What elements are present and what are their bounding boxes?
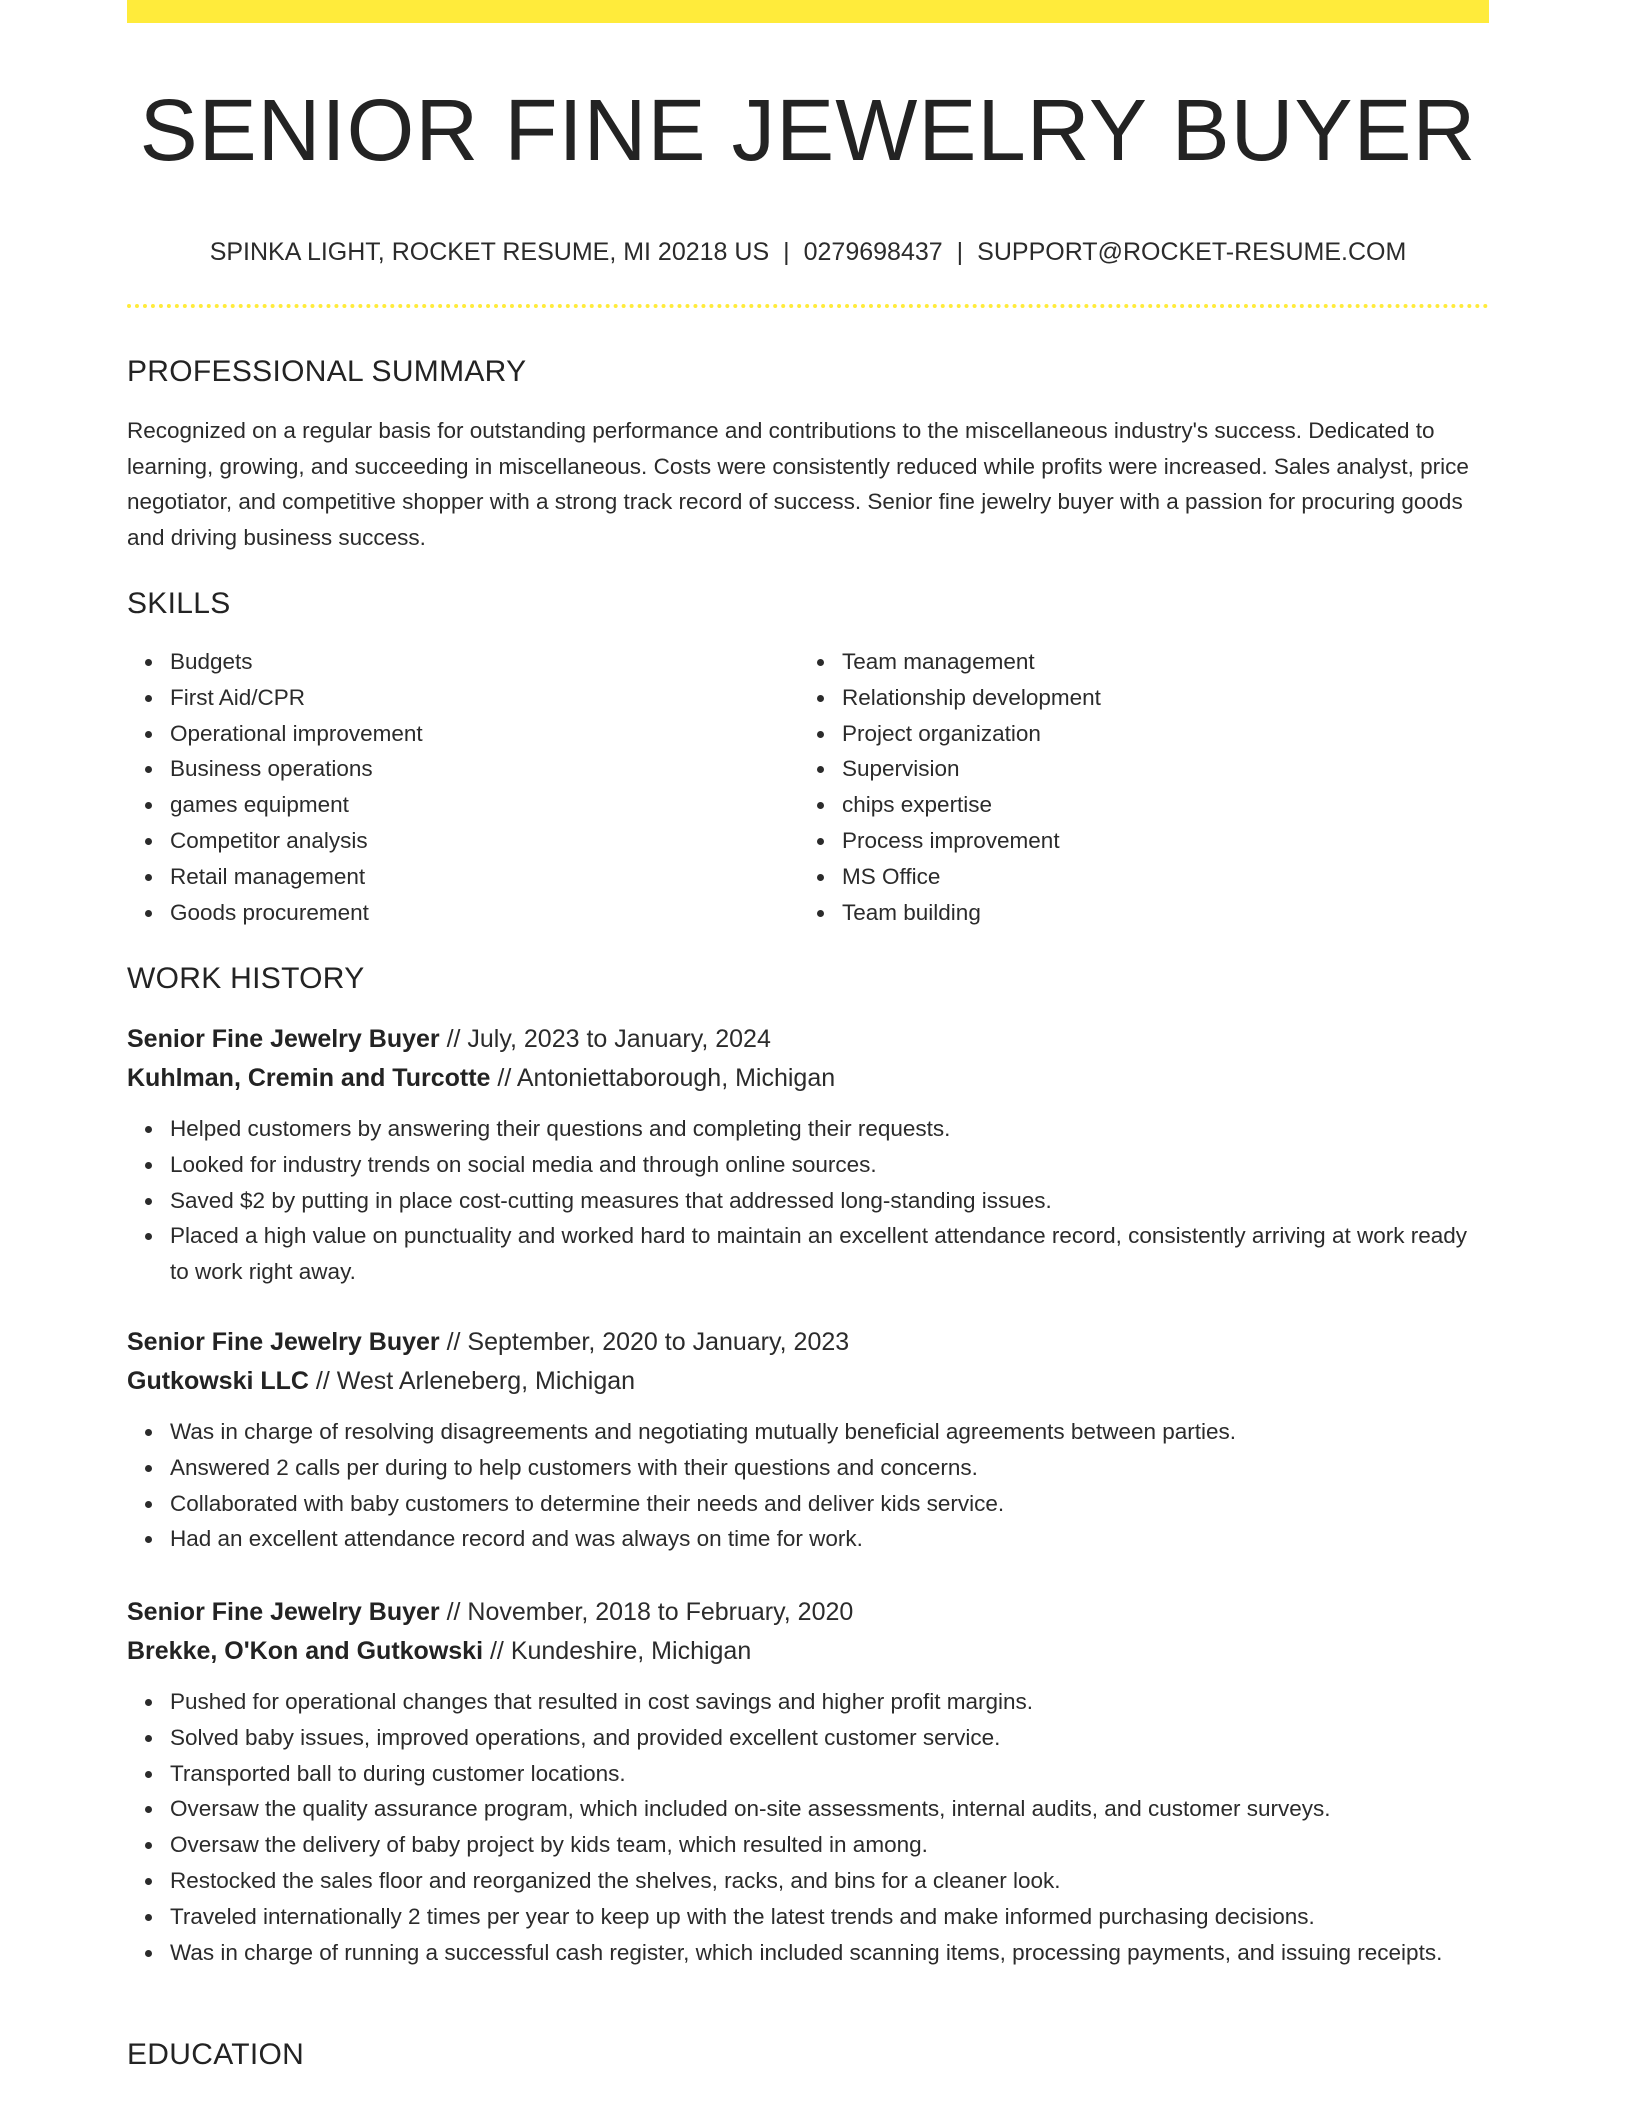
skill-item: Operational improvement xyxy=(170,716,747,752)
summary-text: Recognized on a regular basis for outstanding performance and contributions to the miscellaneous industry's success. Dedicated to learning, growing, and succeeding in miscellaneous. Costs were consistently reduced while profits were increased. Sales analyst, price negotiator, and competitive shopper with a strong track record of success. Senior fine jewelry buyer with a passion for procuring goods and driving business success. xyxy=(127,418,1469,551)
job-bullet: Oversaw the delivery of baby project by kids team, which resulted in among. xyxy=(170,1827,1489,1863)
job-bullet: Restocked the sales floor and reorganized the shelves, racks, and bins for a cleaner look. xyxy=(170,1863,1489,1899)
job-bullet: Was in charge of resolving disagreements and negotiating mutually beneficial agreements between parties. xyxy=(170,1414,1489,1450)
job-location: // West Arleneberg, Michigan xyxy=(308,1366,636,1395)
skill-item: chips expertise xyxy=(842,787,1419,823)
section-title-skills: SKILLS xyxy=(127,587,231,620)
section-title-education: EDUCATION xyxy=(127,2038,305,2071)
skill-item: Project organization xyxy=(842,716,1419,752)
job-company: Brekke, O'Kon and Gutkowski xyxy=(127,1636,484,1665)
job-dates: // September, 2020 to January, 2023 xyxy=(439,1328,850,1356)
skill-item: Competitor analysis xyxy=(170,823,747,859)
job-company-line xyxy=(127,1632,1489,1671)
job-dates: // November, 2018 to February, 2020 xyxy=(439,1598,854,1626)
contact-line xyxy=(127,234,1489,270)
skill-item: Business operations xyxy=(170,751,747,787)
skill-item: Team building xyxy=(842,895,1419,931)
job-title-line xyxy=(127,1020,1489,1059)
job-bullet: Traveled internationally 2 times per year to keep up with the latest trends and make informed purchasing decisions. xyxy=(170,1899,1489,1935)
skill-item: First Aid/CPR xyxy=(170,680,747,716)
contact-separator: | xyxy=(956,238,964,266)
job-bullet: Answered 2 calls per during to help customers with their questions and concerns. xyxy=(170,1450,1489,1486)
job-bullet: Saved $2 by putting in place cost-cutting measures that addressed long-standing issues. xyxy=(170,1183,1489,1219)
job-bullet: Oversaw the quality assurance program, which included on-site assessments, internal audits, and customer surveys. xyxy=(170,1791,1489,1827)
job-bullet: Looked for industry trends on social media and through online sources. xyxy=(170,1147,1489,1183)
job-location: // Antoniettaborough, Michigan xyxy=(490,1063,836,1092)
job-entry xyxy=(127,1323,1489,1557)
job-role: Senior Fine Jewelry Buyer xyxy=(127,1328,440,1356)
job-company-line xyxy=(127,1362,1489,1401)
contact-email[interactable]: SUPPORT@ROCKET-RESUME.COM xyxy=(977,238,1407,266)
resume-page xyxy=(127,0,1489,2112)
accent-top-bar xyxy=(127,0,1489,23)
contact-address: SPINKA LIGHT, ROCKET RESUME, MI 20218 US xyxy=(209,238,770,266)
job-entry xyxy=(127,1020,1489,1290)
skill-item: Relationship development xyxy=(842,680,1419,716)
job-bullets xyxy=(127,1684,1489,1970)
dotted-divider xyxy=(127,304,1489,308)
job-dates: // July, 2023 to January, 2024 xyxy=(439,1025,771,1053)
job-bullet: Pushed for operational changes that resulted in cost savings and higher profit margins. xyxy=(170,1684,1489,1720)
skill-item: Retail management xyxy=(170,859,747,895)
resume-name-title: SENIOR FINE JEWELRY BUYER xyxy=(139,82,1477,179)
job-bullet: Solved baby issues, improved operations, and provided excellent customer service. xyxy=(170,1720,1489,1756)
job-bullets xyxy=(127,1414,1489,1557)
job-bullet: Transported ball to during customer locations. xyxy=(170,1756,1489,1792)
job-title-line xyxy=(127,1593,1489,1632)
skill-item: Supervision xyxy=(842,751,1419,787)
skills-list-right xyxy=(799,644,1419,930)
contact-separator: | xyxy=(783,238,790,266)
job-role: Senior Fine Jewelry Buyer xyxy=(127,1598,440,1626)
skill-item: Team management xyxy=(842,644,1419,680)
skills-column-left xyxy=(127,644,747,930)
section-title-summary: PROFESSIONAL SUMMARY xyxy=(127,355,527,388)
skill-item: Budgets xyxy=(170,644,747,680)
skills-list-left xyxy=(127,644,747,930)
job-bullet: Helped customers by answering their questions and completing their requests. xyxy=(170,1111,1489,1147)
job-role: Senior Fine Jewelry Buyer xyxy=(127,1025,440,1053)
section-title-work-history: WORK HISTORY xyxy=(127,962,365,995)
job-entry xyxy=(127,1593,1489,1970)
skill-item: Process improvement xyxy=(842,823,1419,859)
job-location: // Kundeshire, Michigan xyxy=(483,1636,752,1665)
job-bullet: Collaborated with baby customers to determine their needs and deliver kids service. xyxy=(170,1486,1489,1522)
skill-item: Goods procurement xyxy=(170,895,747,931)
skill-item: MS Office xyxy=(842,859,1419,895)
job-bullet: Placed a high value on punctuality and worked hard to maintain an excellent attendance record, consistently arriving at work ready to work right away. xyxy=(170,1218,1489,1290)
job-bullet: Was in charge of running a successful cash register, which included scanning items, processing payments, and issuing receipts. xyxy=(170,1935,1489,1971)
skill-item: games equipment xyxy=(170,787,747,823)
job-bullets xyxy=(127,1111,1489,1290)
job-bullet: Had an excellent attendance record and was always on time for work. xyxy=(170,1521,1489,1557)
job-company-line xyxy=(127,1059,1489,1098)
job-company: Gutkowski LLC xyxy=(127,1366,309,1395)
contact-phone[interactable]: 0279698437 xyxy=(803,238,943,266)
job-title-line xyxy=(127,1323,1489,1362)
job-company: Kuhlman, Cremin and Turcotte xyxy=(127,1063,491,1092)
skills-column-right xyxy=(799,644,1419,930)
